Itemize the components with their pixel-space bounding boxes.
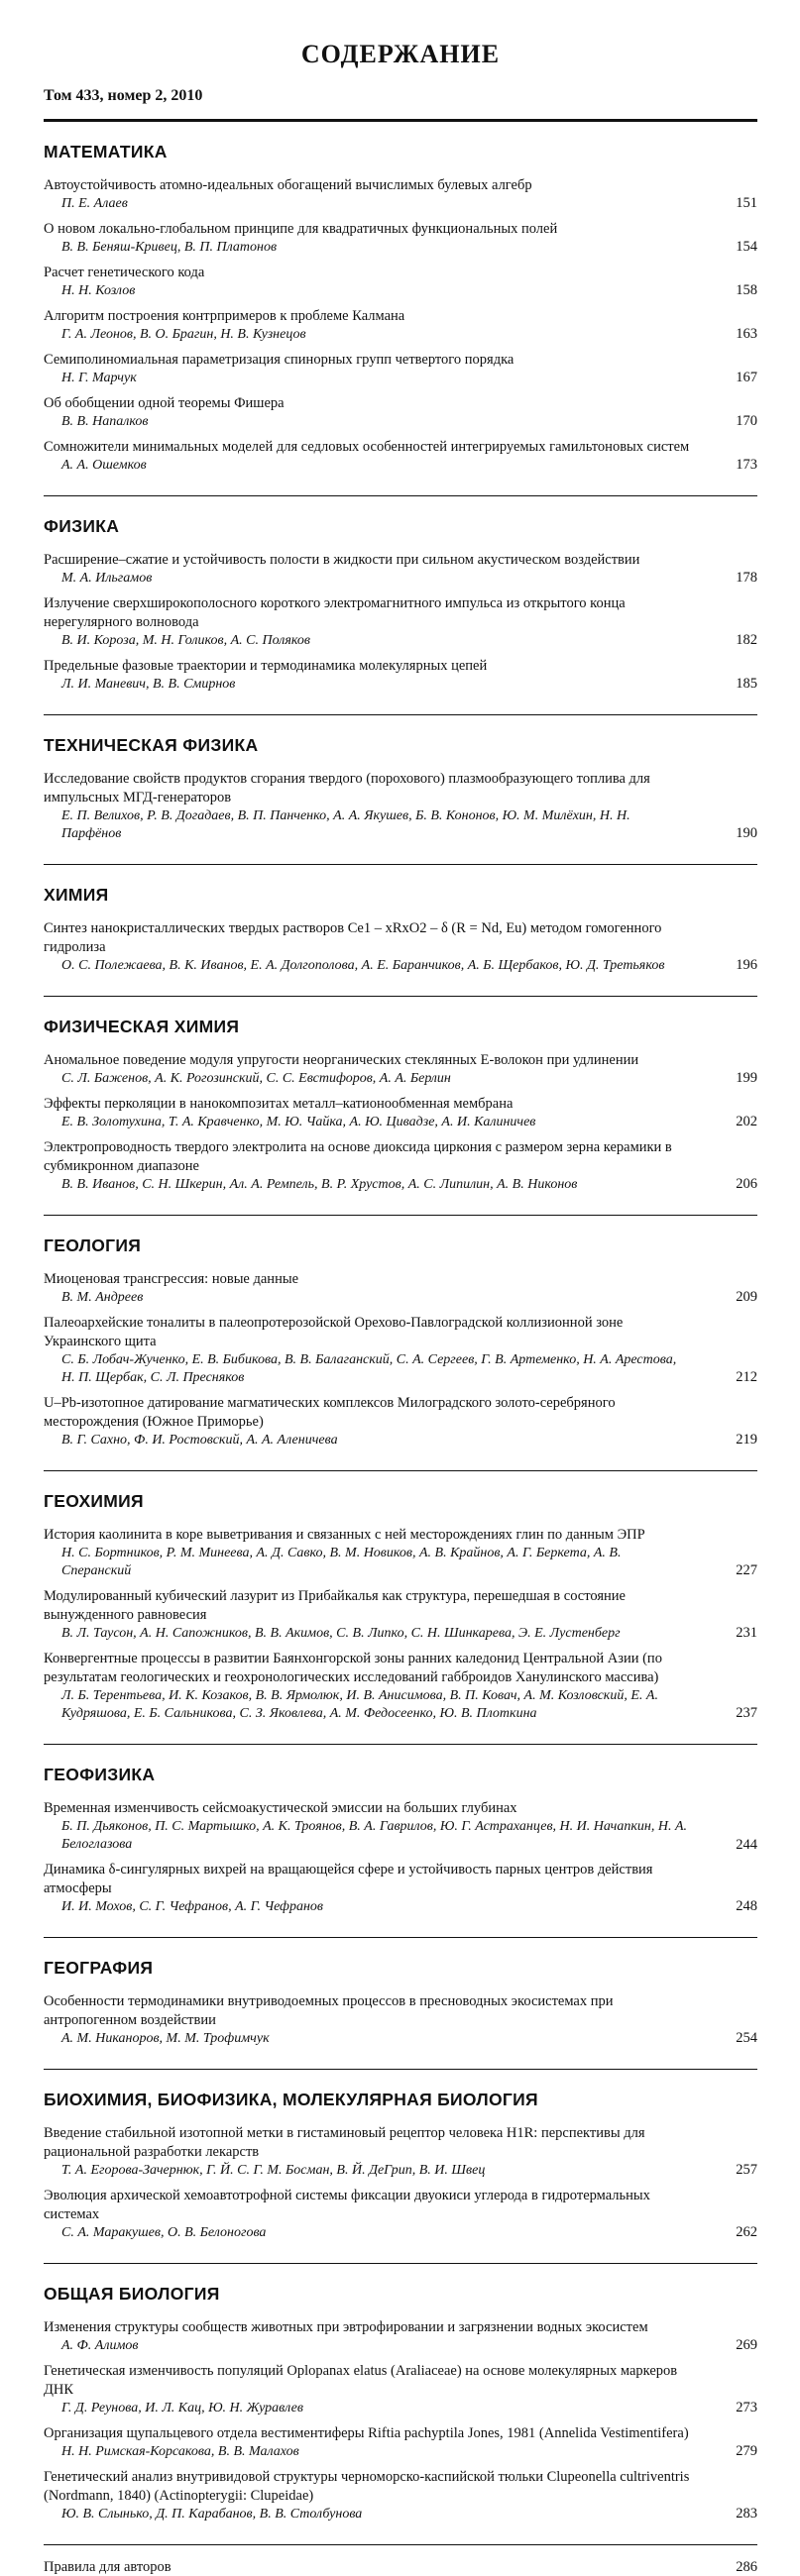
article-authors: В. В. Беняш-Кривец, В. П. Платонов xyxy=(61,239,278,255)
article-title: Изменения структуры сообществ животных при эвтрофировании и загрязнении водных экосистем xyxy=(44,2318,648,2335)
page-number: 178 xyxy=(736,570,757,587)
toc-entry[interactable] xyxy=(44,176,757,213)
article-authors: Н. С. Бортников, Р. М. Минеева, А. Д. Савко, В. М. Новиков, А. В. Крайнов, А. Г. Беркета, А. В. Сперанский xyxy=(61,1545,622,1579)
section xyxy=(44,865,757,996)
article-title: Эффекты перколяции в нанокомпозитах металл–катионообменная мембрана xyxy=(44,1096,514,1113)
section-title: ГЕОФИЗИКА xyxy=(44,1765,156,1785)
article-authors: В. М. Андреев xyxy=(61,1289,144,1305)
toc-entry[interactable] xyxy=(44,2468,757,2523)
article-authors: Н. Г. Марчук xyxy=(61,370,137,385)
page-number: 237 xyxy=(736,1705,757,1722)
article-authors: В. В. Иванов, С. Н. Шкерин, Ал. А. Ремпель, В. Р. Хрустов, А. С. Липилин, А. В. Никонов xyxy=(61,1176,578,1192)
article-title: Расширение–сжатие и устойчивость полости в жидкости при сильном акустическом воздействии xyxy=(44,552,640,569)
toc-entry[interactable] xyxy=(44,264,757,300)
article-title: Генетический анализ внутривидовой структуры черноморско-каспийской тюльки Clupeonella cultriventris (Nordmann, 1840) (Actinopterygii: Clupeidae) xyxy=(44,2468,690,2504)
page-title: СОДЕРЖАНИЕ xyxy=(300,40,501,68)
article-title: Алгоритм построения контрпримеров к проблеме Калмана xyxy=(44,308,405,325)
article-authors: М. А. Ильгамов xyxy=(61,571,153,587)
article-authors: В. Г. Сахно, Ф. И. Ростовский, А. А. Аленичева xyxy=(61,1432,338,1448)
article-authors: Л. Б. Терентьева, И. К. Козаков, В. В. Ярмолюк, И. В. Анисимова, В. П. Ковач, А. М. Козловский, Е. А. Кудряшова, Е. Б. Сальникова, С. З. Яковлева, А. М. Федосеенко, Ю. В. Плоткина xyxy=(61,1687,658,1721)
article-title: Исследование свойств продуктов сгорания твердого (порохового) плазмообразующего топлива для импульсных МГД-генераторов xyxy=(44,771,650,805)
page-number: 190 xyxy=(736,825,757,842)
entry-body xyxy=(44,351,722,387)
page-number: 185 xyxy=(736,676,757,693)
article-title: Семиполиномиальная параметризация спинорных групп четвертого порядка xyxy=(44,352,514,369)
table-of-contents xyxy=(44,40,757,2576)
toc-entry[interactable] xyxy=(44,1314,757,1387)
article-authors: В. И. Короза, М. Н. Голиков, А. С. Поляков xyxy=(61,632,310,648)
section xyxy=(44,1471,757,1744)
toc-entry[interactable] xyxy=(44,657,757,694)
page-number: 254 xyxy=(736,2030,757,2047)
page-number: 283 xyxy=(736,2505,757,2522)
entry-body xyxy=(44,1587,722,1643)
article-title: Модулированный кубический лазурит из Прибайкалья как структура, перешедшая в состояние вынужденного равновесия xyxy=(44,1588,626,1624)
entry-body xyxy=(44,1861,722,1916)
section xyxy=(44,1938,757,2069)
article-title: Предельные фазовые траектории и термодинамика молекулярных цепей xyxy=(44,658,488,675)
toc-entry[interactable] xyxy=(44,220,757,257)
article-title: Организация щупальцевого отдела вестиментиферы Riftia pachyptila Jones, 1981 (Annelida Vestimentifera) xyxy=(44,2424,689,2441)
page-number: 158 xyxy=(736,282,757,299)
article-title: Аномальное поведение модуля упругости неорганических стеклянных Е-волокон при удлинении xyxy=(44,1052,639,1069)
entry-body xyxy=(44,2424,722,2461)
entry-body xyxy=(44,1095,722,1131)
section-title: ФИЗИЧЕСКАЯ ХИМИЯ xyxy=(44,1017,240,1037)
article-title: Миоценовая трансгрессия: новые данные xyxy=(44,1271,299,1288)
entry-body xyxy=(44,394,722,431)
article-authors: П. Е. Алаев xyxy=(61,195,128,211)
article-title: Генетическая изменчивость популяций Oplopanax elatus (Araliaceae) на основе молекулярных маркеров ДНК xyxy=(44,2362,678,2398)
toc-entry[interactable] xyxy=(44,1138,757,1194)
toc-entry[interactable] xyxy=(44,770,757,843)
section xyxy=(44,997,757,1215)
page-number: 206 xyxy=(736,1176,757,1193)
article-authors: А. М. Никаноров, М. М. Трофимчук xyxy=(61,2030,270,2046)
article-authors: В. Л. Таусон, А. Н. Сапожников, В. В. Акимов, С. В. Липко, С. Н. Шинкарева, Э. Е. Лустенберг xyxy=(61,1625,621,1641)
toc-entry[interactable] xyxy=(44,594,757,650)
toc-entry[interactable] xyxy=(44,351,757,387)
article-authors: И. И. Мохов, С. Г. Чефранов, А. Г. Чефранов xyxy=(61,1899,324,1915)
page-number: 227 xyxy=(736,1562,757,1579)
section xyxy=(44,122,757,495)
toc-entry[interactable] xyxy=(44,394,757,431)
article-authors: Е. П. Велихов, Р. В. Догадаев, В. П. Панченко, А. А. Якушев, Б. В. Кононов, Ю. М. Милёхин, Н. Н. Парфёнов xyxy=(61,807,630,842)
page-number: 248 xyxy=(736,1898,757,1915)
page-number: 219 xyxy=(736,1432,757,1449)
section-title: ГЕОЛОГИЯ xyxy=(44,1235,142,1256)
section-title: ГЕОХИМИЯ xyxy=(44,1491,144,1511)
toc-entry[interactable] xyxy=(44,2318,757,2355)
page-number: 170 xyxy=(736,413,757,430)
page-number: 257 xyxy=(736,2162,757,2179)
page-number: 202 xyxy=(736,1114,757,1130)
article-title: Введение стабильной изотопной метки в гистаминовый рецептор человека H1R: перспективы для рациональной разработки лекарств xyxy=(44,2125,645,2160)
section-title: ХИМИЯ xyxy=(44,885,109,906)
page-number: 244 xyxy=(736,1836,757,1853)
article-authors: Б. П. Дьяконов, П. С. Мартышко, А. К. Троянов, В. А. Гаврилов, Ю. Г. Астраханцев, Н. И. Начапкин, Н. А. Белоглазова xyxy=(61,1819,687,1853)
article-authors: Ю. В. Слынько, Д. П. Карабанов, В. В. Столбунова xyxy=(61,2506,363,2522)
article-title: Об обобщении одной теоремы Фишера xyxy=(44,395,285,412)
article-authors: А. А. Ошемков xyxy=(61,458,147,474)
entry-body xyxy=(44,1270,722,1307)
article-authors: С. Л. Баженов, А. К. Рогозинский, С. С. Евстифоров, А. А. Берлин xyxy=(61,1070,451,1086)
toc-entry[interactable] xyxy=(44,551,757,588)
article-title: Синтез нанокристаллических твердых растворов Ce1 – xRxO2 – δ (R = Nd, Eu) методом гомогенного гидролиза xyxy=(44,920,662,956)
toc-entry[interactable] xyxy=(44,307,757,344)
sections-container xyxy=(44,119,757,2544)
entry-body xyxy=(44,657,722,694)
entry-body xyxy=(44,264,722,300)
toc-entry[interactable] xyxy=(44,2362,757,2417)
toc-entry[interactable] xyxy=(44,1095,757,1131)
section xyxy=(44,1216,757,1470)
article-title: U–Pb-изотопное датирование магматических комплексов Милоградского золото-серебряного месторождения (Южное Приморье) xyxy=(44,1395,616,1430)
section xyxy=(44,1745,757,1937)
entry-body xyxy=(44,551,722,588)
article-authors: С. А. Маракушев, О. В. Белоногова xyxy=(61,2224,267,2240)
toc-entry[interactable] xyxy=(44,1587,757,1643)
page-number: 163 xyxy=(736,326,757,343)
toc-entry[interactable] xyxy=(44,1650,757,1723)
section-title: МАТЕМАТИКА xyxy=(44,142,168,161)
entry-body xyxy=(44,2318,722,2355)
page-number: 209 xyxy=(736,1289,757,1306)
volume-info: Том 433, номер 2, 2010 xyxy=(44,87,203,104)
section xyxy=(44,2264,757,2544)
toc-entry[interactable] xyxy=(44,2187,757,2242)
article-title: Палеоархейские тоналиты в палеопротерозойской Орехово-Павлоградской коллизионной зоне Украинского щита xyxy=(44,1315,624,1349)
entry-body xyxy=(44,1314,722,1387)
entry-body xyxy=(44,2468,722,2523)
page-number: 196 xyxy=(736,957,757,974)
article-authors: Т. А. Егорова-Зачернюк, Г. Й. С. Г. М. Босман, В. Й. ДеГрип, В. И. Швец xyxy=(61,2162,486,2178)
page-number: 262 xyxy=(736,2224,757,2241)
entry-body xyxy=(44,1650,722,1723)
toc-entry[interactable] xyxy=(44,438,757,475)
section xyxy=(44,496,757,714)
article-authors: С. Б. Лобач-Жученко, Е. В. Бибикова, В. В. Балаганский, С. А. Сергеев, Г. В. Артеменко, Н. А. Арестова, Н. П. Щербак, С. Л. Пресняков xyxy=(61,1351,677,1385)
toc-entry[interactable] xyxy=(44,1799,757,1854)
article-title: Автоустойчивость атомно-идеальных обогащений вычислимых булевых алгебр xyxy=(44,177,532,193)
toc-entry[interactable] xyxy=(44,1394,757,1449)
page-number: 231 xyxy=(736,1625,757,1642)
section-title: БИОХИМИЯ, БИОФИЗИКА, МОЛЕКУЛЯРНАЯ БИОЛОГИЯ xyxy=(44,2090,538,2110)
article-title: О новом локально-глобальном принципе для квадратичных функциональных полей xyxy=(44,221,558,238)
entry-body xyxy=(44,1394,722,1449)
article-title: Эволюция архической хемоавтотрофной системы фиксации двуокиси углерода в гидротермальных системах xyxy=(44,2188,650,2222)
entry-body xyxy=(44,1526,722,1580)
section xyxy=(44,715,757,864)
page-number: 212 xyxy=(736,1369,757,1386)
article-authors: В. В. Напалков xyxy=(61,414,149,429)
toc-entry[interactable] xyxy=(44,2424,757,2461)
article-authors: О. С. Полежаева, В. К. Иванов, Е. А. Долгополова, А. Е. Баранчиков, А. Б. Щербаков, Ю. Д. Третьяков xyxy=(61,957,665,973)
toc-entry[interactable] xyxy=(44,919,757,975)
section-title: ТЕХНИЧЕСКАЯ ФИЗИКА xyxy=(44,735,259,756)
entry-body xyxy=(44,1799,722,1854)
entry-body xyxy=(44,176,722,213)
article-title: Конвергентные процессы в развитии Баянхонгорской зоны ранних каледонид Центральной Азии (по результатам геологических и геохронологических исследований габброидов Ханулинского массива) xyxy=(44,1651,662,1685)
page-number: 167 xyxy=(736,370,757,386)
entry-body xyxy=(44,919,722,975)
article-title: Расчет генетического кода xyxy=(44,265,205,281)
entry-body xyxy=(44,438,722,475)
page-number: 173 xyxy=(736,457,757,474)
section-title: ГЕОГРАФИЯ xyxy=(44,1958,154,1979)
toc-entry[interactable] xyxy=(44,1051,757,1088)
entry-body xyxy=(44,594,722,650)
entry-body xyxy=(44,1051,722,1088)
article-authors: Г. Д. Реунова, И. Л. Кац, Ю. Н. Журавлев xyxy=(61,2400,303,2415)
toc-entry[interactable] xyxy=(44,2124,757,2180)
article-title: Особенности термодинамики внутриводоемных процессов в пресноводных экосистемах при антропогенном воздействии xyxy=(44,1993,614,2029)
article-authors: Л. И. Маневич, В. В. Смирнов xyxy=(61,676,236,692)
entry-body xyxy=(44,1992,722,2048)
section xyxy=(44,2070,757,2263)
page-number: 269 xyxy=(736,2337,757,2354)
article-title: Электропроводность твердого электролита на основе диоксида циркония с размером зерна керамики в субмикронном диапазоне xyxy=(44,1139,672,1174)
page-number: 151 xyxy=(736,195,757,212)
article-title: Динамика δ-сингулярных вихрей на вращающейся сфере и устойчивость парных центров действия атмосферы xyxy=(44,1862,653,1897)
entry-body xyxy=(44,1138,722,1194)
page-number: 199 xyxy=(736,1070,757,1087)
article-title: История каолинита в коре выветривания и связанных с ней месторождениях глин по данным ЭПР xyxy=(44,1527,645,1543)
section-title: ОБЩАЯ БИОЛОГИЯ xyxy=(44,2283,220,2304)
toc-entry[interactable] xyxy=(44,1992,757,2048)
entry-body xyxy=(44,2362,722,2417)
article-authors: Н. Н. Козлов xyxy=(61,282,136,298)
article-authors: Г. А. Леонов, В. О. Брагин, Н. В. Кузнецов xyxy=(61,326,306,342)
toc-entry[interactable] xyxy=(44,1861,757,1916)
footer-page: 286 xyxy=(736,2558,757,2575)
section-title: ФИЗИКА xyxy=(44,516,120,537)
entry-body xyxy=(44,770,722,843)
toc-entry[interactable] xyxy=(44,1270,757,1307)
entry-body xyxy=(44,2124,722,2180)
entry-body xyxy=(44,220,722,257)
article-authors: Е. В. Золотухина, Т. А. Кравченко, М. Ю. Чайка, А. Ю. Цивадзе, А. И. Калиничев xyxy=(61,1114,536,1129)
page-number: 273 xyxy=(736,2399,757,2415)
page-number: 279 xyxy=(736,2442,757,2459)
article-title: Излучение сверхширокополосного короткого электромагнитного импульса из открытого конца нерегулярного волновода xyxy=(44,595,626,631)
page-number: 154 xyxy=(736,239,757,256)
article-title: Сомножители минимальных моделей для седловых особенностей интегрируемых гамильтоновых систем xyxy=(44,439,690,456)
footer-label: Правила для авторов xyxy=(44,2558,171,2575)
footer-entry[interactable] xyxy=(44,2545,757,2576)
article-title: Временная изменчивость сейсмоакустической эмиссии на больших глубинах xyxy=(44,1800,517,1817)
article-authors: Н. Н. Римская-Корсакова, В. В. Малахов xyxy=(61,2443,299,2459)
article-authors: А. Ф. Алимов xyxy=(61,2337,139,2353)
entry-body xyxy=(44,2187,722,2242)
entry-body xyxy=(44,307,722,344)
page-number: 182 xyxy=(736,632,757,649)
toc-entry[interactable] xyxy=(44,1526,757,1580)
